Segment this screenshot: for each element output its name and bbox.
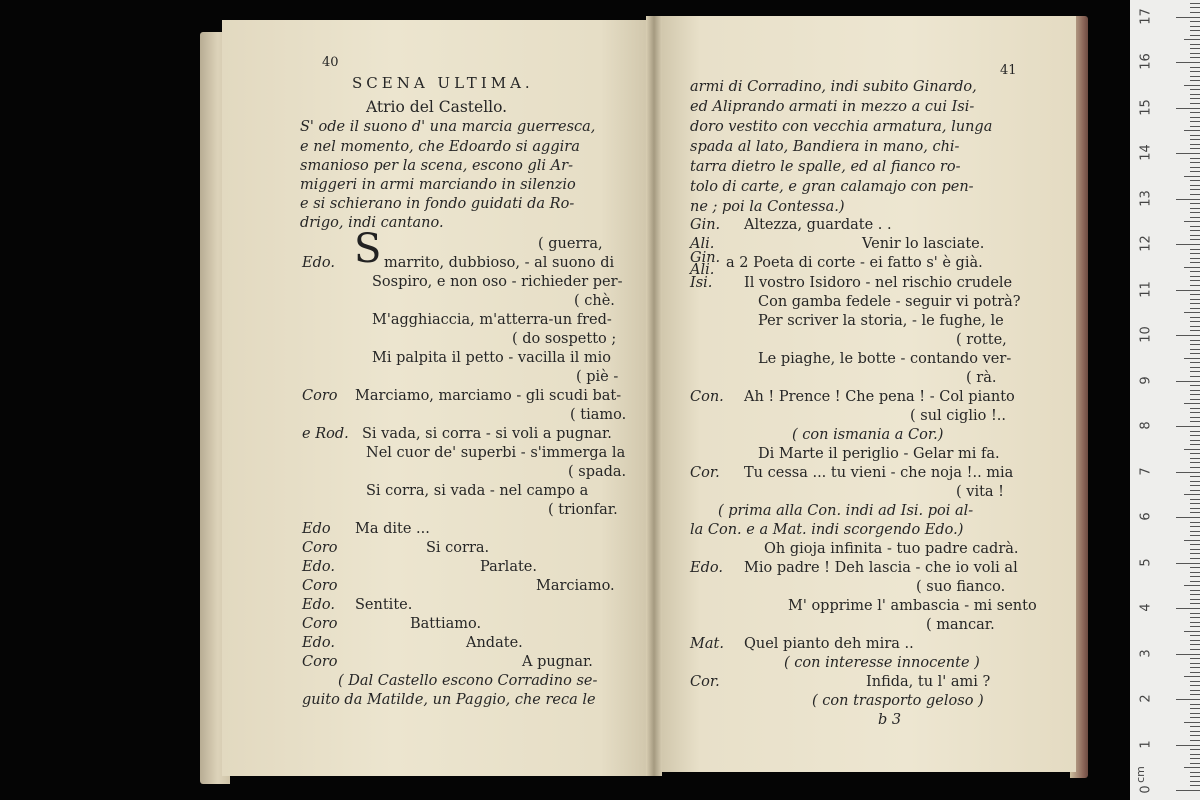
ruler-tick [1190, 103, 1200, 104]
ruler-tick [1184, 403, 1200, 404]
speaker-label: Edo. [690, 560, 723, 576]
ruler-tick [1190, 44, 1200, 45]
verse-line: Battiamo. [410, 616, 482, 632]
ruler-tick [1190, 98, 1200, 99]
ruler-tick [1190, 226, 1200, 227]
ruler-tick [1190, 126, 1200, 127]
verse-line: Quel pianto deh mira .. [744, 636, 914, 652]
ruler-tick [1176, 608, 1200, 609]
verse-line: ( spada. [568, 464, 627, 480]
ruler-number: 5 [1138, 557, 1154, 567]
verse-line: ( suo fianco. [916, 579, 1006, 595]
verse-line: Ah ! Prence ! Che pena ! - Col pianto [744, 389, 1015, 405]
ruler-tick [1190, 503, 1200, 504]
ruler-tick [1184, 130, 1200, 131]
ruler-tick [1190, 12, 1200, 13]
verse-line: Si corra, si vada - nel campo a [366, 483, 589, 499]
ruler-tick [1190, 235, 1200, 236]
ruler-tick [1190, 581, 1200, 582]
ruler-tick [1190, 531, 1200, 532]
ruler-tick [1190, 35, 1200, 36]
ruler-tick [1190, 76, 1200, 77]
verse-line: Con gamba fedele - seguir vi potrà? [758, 294, 1021, 310]
ruler-tick [1190, 663, 1200, 664]
ruler-tick [1190, 276, 1200, 277]
stage-direction-line: tarra dietro le spalle, ed al fianco ro- [690, 159, 961, 175]
ruler-tick [1190, 704, 1200, 705]
speaker-label: Edo. [302, 255, 335, 271]
ruler-tick [1190, 672, 1200, 673]
verse-line: Tu cessa ... tu vieni - che noja !.. mia [744, 465, 1014, 481]
ruler-tick [1190, 444, 1200, 445]
verse-line: Le piaghe, le botte - contando ver- [758, 351, 1012, 367]
ruler-tick [1190, 567, 1200, 568]
ruler-tick [1190, 594, 1200, 595]
speaker-label: Mat. [690, 636, 724, 652]
speaker-label: Edo. [302, 597, 335, 613]
stage-direction-line: e nel momento, che Edoardo si aggira [300, 139, 580, 155]
stage-direction-line: ( Dal Castello escono Corradino se- [338, 673, 598, 689]
ruler-tick [1190, 613, 1200, 614]
ruler-tick [1190, 394, 1200, 395]
stage-direction-line: miggeri in armi marciando in silenzio [300, 177, 576, 193]
ruler-tick [1190, 708, 1200, 709]
speaker-label: Isi. [690, 275, 713, 291]
ruler-tick [1184, 722, 1200, 723]
ruler-tick [1176, 17, 1200, 18]
ruler-number: 6 [1138, 512, 1154, 521]
ruler-tick [1190, 171, 1200, 172]
ruler-number: 4 [1138, 603, 1154, 612]
ruler-number: 11 [1138, 280, 1154, 298]
ruler-number: 0 [1138, 785, 1154, 794]
verse-line: ( con interesse innocente ) [784, 655, 980, 671]
ruler-number: 8 [1138, 421, 1154, 430]
speaker-label: Coro [302, 578, 338, 594]
stage-direction-line: e si schierano in fondo guidati da Ro- [300, 196, 575, 212]
ruler-tick [1190, 694, 1200, 695]
ruler-tick [1190, 30, 1200, 31]
ruler-tick [1190, 558, 1200, 559]
ruler-tick [1190, 462, 1200, 463]
ruler-tick [1190, 253, 1200, 254]
ruler-number: 7 [1138, 466, 1154, 476]
verse-line: Infida, tu l' ami ? [866, 674, 991, 690]
ruler-tick [1190, 681, 1200, 682]
verse-line: Nel cuor de' superbi - s'immerga la [366, 445, 626, 461]
verse-line: Mio padre ! Deh lascia - che io voli al [744, 560, 1018, 576]
ruler-tick [1184, 39, 1200, 40]
speaker-label: Cor. [690, 674, 720, 690]
ruler-tick [1190, 731, 1200, 732]
ruler-tick [1190, 362, 1200, 363]
speaker-label: Coro [302, 388, 338, 404]
verse-line: Si corra. [426, 540, 490, 556]
ruler-tick [1190, 453, 1200, 454]
speaker-label: Gin. [690, 250, 721, 266]
ruler-tick [1184, 631, 1200, 632]
ruler-tick [1190, 208, 1200, 209]
ruler-tick [1190, 490, 1200, 491]
ruler-number: 17 [1138, 7, 1154, 25]
ruler-tick [1190, 522, 1200, 523]
ruler-tick [1190, 458, 1200, 459]
ruler-tick [1190, 417, 1200, 418]
stage-direction-line: smanioso per la scena, escono gli Ar- [300, 158, 573, 174]
verse-line: Sospiro, e non oso - richieder per- [372, 274, 623, 290]
ruler-number: 1 [1138, 739, 1154, 749]
verse-line: Venir lo lasciate. [862, 236, 985, 252]
ruler-tick [1190, 371, 1200, 372]
ruler-tick [1190, 353, 1200, 354]
ruler-tick [1190, 544, 1200, 545]
ruler-tick [1190, 781, 1200, 782]
verse-line: ( do sospetto ; [512, 331, 617, 347]
speaker-label: e Rod. [302, 426, 349, 442]
ruler-tick [1190, 48, 1200, 49]
ruler-tick [1190, 476, 1200, 477]
ruler-tick [1190, 349, 1200, 350]
ruler-tick [1190, 249, 1200, 250]
verse-line: M' opprime l' ambascia - mi sento [788, 598, 1037, 614]
verse-line: ( tiamo. [570, 407, 627, 423]
stage-direction-line: ne ; poi la Contessa.) [690, 199, 845, 215]
ruler-tick [1190, 340, 1200, 341]
ruler-tick [1176, 199, 1200, 200]
speaker-label: Gin. [690, 217, 721, 233]
ruler-tick [1190, 740, 1200, 741]
ruler-tick [1190, 344, 1200, 345]
ruler-tick [1190, 321, 1200, 322]
ruler-tick [1190, 649, 1200, 650]
ruler-tick [1190, 258, 1200, 259]
verse-line: Oh gioja infinita - tuo padre cadrà. [764, 541, 1019, 557]
ruler-tick [1190, 121, 1200, 122]
ruler-tick [1190, 390, 1200, 391]
ruler-tick [1190, 713, 1200, 714]
ruler-tick [1190, 26, 1200, 27]
ruler-tick [1190, 576, 1200, 577]
ruler-tick [1190, 412, 1200, 413]
ruler-tick [1190, 408, 1200, 409]
stage-direction-line: armi di Corradino, indi subito Ginardo, [690, 79, 977, 95]
stage-direction-line: doro vestito con vecchia armatura, lunga [690, 119, 993, 135]
speaker-label: Ali. [690, 236, 715, 252]
ruler-tick [1190, 326, 1200, 327]
verse-line: Parlate. [480, 559, 537, 575]
verse-line: Andate. [466, 635, 523, 651]
ruler-tick [1190, 158, 1200, 159]
ruler-number: 9 [1138, 375, 1154, 385]
speaker-label: Edo. [302, 559, 335, 575]
verse-line: Il vostro Isidoro - nel rischio crudele [744, 275, 1013, 291]
ruler-tick [1184, 85, 1200, 86]
speaker-label: Coro [302, 654, 338, 670]
ruler-tick [1190, 162, 1200, 163]
ruler-tick [1190, 658, 1200, 659]
ruler-number: 2 [1138, 694, 1154, 703]
ruler-tick [1184, 540, 1200, 541]
ruler-tick [1190, 599, 1200, 600]
ruler-tick [1176, 244, 1200, 245]
page-number: 40 [322, 55, 339, 70]
drop-cap: S [354, 226, 382, 272]
verse-line: ( trionfar. [548, 502, 618, 518]
ruler-tick [1184, 358, 1200, 359]
ruler-tick [1190, 94, 1200, 95]
verse-line: A pugnar. [522, 654, 593, 670]
ruler-tick [1190, 194, 1200, 195]
speaker-label: Ali. [690, 262, 715, 278]
ruler-tick [1190, 376, 1200, 377]
ruler-tick [1190, 212, 1200, 213]
speaker-label: Edo. [302, 635, 335, 651]
ruler-tick [1190, 285, 1200, 286]
verse-line: marrito, dubbioso, - al suono di [384, 255, 615, 271]
measuring-ruler [1130, 0, 1200, 800]
ruler-tick [1190, 230, 1200, 231]
ruler-tick [1176, 426, 1200, 427]
ruler-tick [1190, 21, 1200, 22]
ruler-tick [1190, 148, 1200, 149]
ruler-tick [1176, 517, 1200, 518]
ruler-tick [1184, 176, 1200, 177]
stage-direction-line: S' ode il suono d' una marcia guerresca, [300, 119, 596, 135]
ruler-tick [1190, 294, 1200, 295]
speaker-label: Edo [302, 521, 331, 537]
ruler-tick [1190, 421, 1200, 422]
stage-direction-line: guito da Matilde, un Paggio, che reca le [302, 692, 596, 708]
stage-direction-line: drigo, indi cantano. [300, 215, 444, 231]
speaker-label: Coro [302, 616, 338, 632]
ruler-tick [1190, 553, 1200, 554]
ruler-tick [1190, 112, 1200, 113]
ruler-tick [1190, 217, 1200, 218]
ruler-number: 15 [1138, 98, 1154, 116]
ruler-tick [1190, 144, 1200, 145]
verse-line: ( prima alla Con. indi ad Isi. poi al- [718, 503, 974, 519]
ruler-tick [1176, 153, 1200, 154]
scene-heading: SCENA ULTIMA. [352, 74, 534, 92]
ruler-tick [1190, 685, 1200, 686]
ruler-tick [1190, 399, 1200, 400]
ruler-tick [1190, 640, 1200, 641]
ruler-tick [1190, 189, 1200, 190]
stage-direction-line: tolo di carte, e gran calamajo con pen- [690, 179, 974, 195]
ruler-tick [1190, 776, 1200, 777]
ruler-tick [1190, 435, 1200, 436]
ruler-tick [1190, 3, 1200, 4]
ruler-tick [1190, 644, 1200, 645]
verse-line: ( chè. [574, 293, 615, 309]
stage-direction-line: ed Aliprando armati in mezzo a cui Isi- [690, 99, 975, 115]
ruler-tick [1176, 790, 1200, 791]
ruler-tick [1190, 626, 1200, 627]
page-number: 41 [1000, 63, 1017, 78]
ruler-number: 3 [1138, 648, 1154, 658]
ruler-tick [1190, 67, 1200, 68]
ruler-tick [1190, 7, 1200, 8]
verse-line: ( con ismania a Cor.) [792, 427, 944, 443]
verse-line: ( vita ! [956, 484, 1005, 500]
ruler-tick [1190, 499, 1200, 500]
ruler-tick [1184, 767, 1200, 768]
ruler-tick [1190, 512, 1200, 513]
verse-line: Di Marte il periglio - Gelar mi fa. [758, 446, 1000, 462]
verse-line: ( piè - [576, 369, 619, 385]
ruler-tick [1176, 699, 1200, 700]
ruler-tick [1190, 508, 1200, 509]
ruler-tick [1190, 367, 1200, 368]
ruler-tick [1190, 549, 1200, 550]
ruler-tick [1190, 89, 1200, 90]
ruler-tick [1176, 62, 1200, 63]
ruler-tick [1176, 654, 1200, 655]
ruler-tick [1190, 180, 1200, 181]
verse-line: ( sul ciglio !.. [910, 408, 1006, 424]
ruler-tick [1190, 330, 1200, 331]
ruler-tick [1190, 785, 1200, 786]
ruler-tick [1190, 635, 1200, 636]
ruler-tick [1190, 53, 1200, 54]
ruler-tick [1190, 308, 1200, 309]
ruler-tick [1190, 271, 1200, 272]
ruler-tick [1190, 749, 1200, 750]
verse-line: ( rotte, [956, 332, 1007, 348]
verse-line: Sentite. [355, 597, 413, 613]
ruler-tick [1190, 185, 1200, 186]
ruler-tick [1190, 385, 1200, 386]
ruler-tick [1190, 57, 1200, 58]
ruler-tick [1190, 71, 1200, 72]
ruler-tick [1184, 312, 1200, 313]
ruler-tick [1190, 617, 1200, 618]
ruler-tick [1184, 494, 1200, 495]
ruler-number: 16 [1138, 53, 1154, 70]
ruler-tick [1190, 239, 1200, 240]
scene-subheading: Atrio del Castello. [366, 98, 508, 116]
ruler-tick [1190, 299, 1200, 300]
ruler-tick [1190, 467, 1200, 468]
ruler-tick [1190, 262, 1200, 263]
ruler-tick [1176, 563, 1200, 564]
ruler-unit: cm [1133, 766, 1147, 783]
ruler-tick [1190, 526, 1200, 527]
ruler-tick [1190, 763, 1200, 764]
ruler-tick [1190, 485, 1200, 486]
ruler-tick [1190, 280, 1200, 281]
ruler-tick [1184, 676, 1200, 677]
verse-line: a 2 Poeta di corte - ei fatto s' è già. [726, 255, 983, 271]
ruler-tick [1184, 449, 1200, 450]
ruler-tick [1190, 117, 1200, 118]
ruler-tick [1184, 585, 1200, 586]
ruler-number: 12 [1138, 235, 1154, 252]
ruler-tick [1190, 440, 1200, 441]
verse-line: Marciamo. [536, 578, 615, 594]
ruler-tick [1190, 317, 1200, 318]
ruler-tick [1190, 735, 1200, 736]
ruler-tick [1190, 135, 1200, 136]
ruler-tick [1190, 303, 1200, 304]
ruler-number: 14 [1138, 144, 1154, 161]
ruler-number: 10 [1138, 326, 1154, 343]
ruler-tick [1190, 535, 1200, 536]
verse-line: ( rà. [966, 370, 997, 386]
verse-line: M'agghiaccia, m'atterra-un fred- [372, 312, 612, 328]
verse-line: Ma dite ... [355, 521, 430, 537]
verse-line: Si vada, si corra - si voli a pugnar. [362, 426, 612, 442]
ruler-number: 13 [1138, 189, 1154, 207]
ruler-tick [1190, 758, 1200, 759]
verse-line: Altezza, guardate . . [744, 217, 892, 233]
ruler-tick [1190, 772, 1200, 773]
ruler-tick [1190, 203, 1200, 204]
ruler-tick [1176, 381, 1200, 382]
ruler-tick [1190, 481, 1200, 482]
verse-line: Marciamo, marciamo - gli scudi bat- [355, 388, 622, 404]
ruler-tick [1176, 108, 1200, 109]
ruler-tick [1176, 745, 1200, 746]
ruler-tick [1184, 221, 1200, 222]
ruler-tick [1184, 267, 1200, 268]
ruler-tick [1176, 472, 1200, 473]
verse-line: la Con. e a Mat. indi scorgendo Edo.) [690, 522, 964, 538]
verse-line: ( guerra, [538, 236, 603, 252]
verse-line: ( mancar. [926, 617, 995, 633]
verse-line: Mi palpita il petto - vacilla il mio [372, 350, 612, 366]
ruler-tick [1190, 754, 1200, 755]
ruler-tick [1190, 726, 1200, 727]
ruler-tick [1190, 590, 1200, 591]
ruler-tick [1176, 335, 1200, 336]
signature-mark: b 3 [878, 712, 902, 728]
speaker-label: Cor. [690, 465, 720, 481]
verse-line: Per scriver la storia, - le fughe, le [758, 313, 1004, 329]
ruler-tick [1190, 717, 1200, 718]
speaker-label: Con. [690, 389, 724, 405]
ruler-tick [1190, 622, 1200, 623]
ruler-tick [1190, 690, 1200, 691]
ruler-tick [1190, 603, 1200, 604]
ruler-tick [1190, 431, 1200, 432]
ruler-tick [1176, 290, 1200, 291]
verse-line: ( con trasporto geloso ) [812, 693, 984, 709]
ruler-tick [1190, 80, 1200, 81]
ruler-tick [1190, 667, 1200, 668]
book-gutter [646, 16, 662, 776]
speaker-label: Coro [302, 540, 338, 556]
ruler-tick [1190, 139, 1200, 140]
ruler-tick [1190, 167, 1200, 168]
stage-direction-line: spada al lato, Bandiera in mano, chi- [690, 139, 960, 155]
ruler-tick [1190, 572, 1200, 573]
